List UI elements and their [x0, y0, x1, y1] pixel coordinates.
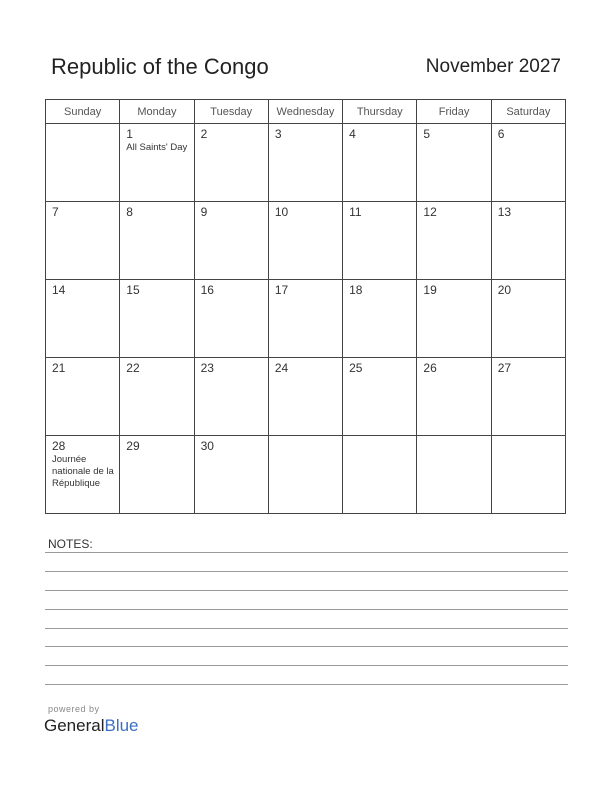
- day-number: 9: [200, 205, 208, 219]
- calendar-day-cell: [417, 358, 491, 436]
- calendar-week-row: [46, 358, 566, 436]
- calendar-day-cell: [194, 436, 268, 514]
- calendar-day-cell: [268, 124, 342, 202]
- day-number: 24: [274, 361, 289, 375]
- calendar-week-row: [46, 280, 566, 358]
- day-number: 25: [349, 361, 363, 375]
- calendar-day-cell: [194, 280, 268, 358]
- calendar-day-cell: [194, 358, 268, 436]
- note-line: [45, 684, 568, 685]
- day-number: 19: [423, 283, 437, 297]
- calendar-day-cell: [343, 124, 417, 202]
- calendar-day-cell: [46, 280, 120, 358]
- day-number: 3: [274, 127, 282, 141]
- calendar-country-title: Republic of the Congo: [51, 54, 269, 79]
- day-number: 1: [126, 127, 133, 141]
- note-line: [45, 552, 568, 553]
- calendar-day-cell: [417, 124, 491, 202]
- note-line: [45, 609, 568, 610]
- day-number: 23: [200, 361, 214, 375]
- calendar-day-cell: [194, 202, 268, 280]
- calendar-day-cell: [343, 202, 417, 280]
- weekday-header-friday: Friday: [417, 100, 491, 124]
- day-number: 29: [126, 439, 140, 453]
- calendar-day-cell: [46, 202, 120, 280]
- day-number: 2: [200, 127, 208, 141]
- logo-blue-text: Blue: [104, 716, 139, 735]
- calendar-day-cell: [491, 358, 565, 436]
- calendar-week-row: [46, 202, 566, 280]
- weekday-header-saturday: Saturday: [491, 100, 565, 124]
- weekday-header-sunday: Sunday: [46, 100, 120, 124]
- logo-general-text: General: [44, 716, 105, 735]
- calendar-day-cell: [120, 124, 194, 202]
- notes-label: NOTES:: [48, 537, 93, 551]
- calendar-day-cell: [120, 202, 194, 280]
- day-number: 8: [126, 205, 133, 219]
- day-number: 16: [200, 283, 214, 297]
- calendar-day-cell: [268, 436, 342, 514]
- calendar-day-cell: [120, 358, 194, 436]
- weekday-header-tuesday: Tuesday: [194, 100, 268, 124]
- day-number: 30: [200, 439, 214, 453]
- calendar-day-cell: [491, 280, 565, 358]
- note-line: [45, 628, 568, 629]
- calendar-day-cell: [491, 124, 565, 202]
- day-number: 26: [423, 361, 437, 375]
- calendar-week-row: [46, 124, 566, 202]
- day-number: 11: [349, 205, 362, 219]
- day-number: 17: [274, 283, 289, 297]
- calendar-day-cell: [343, 358, 417, 436]
- calendar-day-cell: [46, 124, 120, 202]
- calendar-day-cell: [417, 436, 491, 514]
- day-number: 4: [349, 127, 356, 141]
- day-number: 10: [274, 205, 289, 219]
- calendar-day-cell: [268, 358, 342, 436]
- weekday-header-monday: Monday: [120, 100, 194, 124]
- powered-by-text: powered by: [48, 704, 100, 714]
- calendar-weeks: [46, 124, 566, 514]
- weekday-header-wednesday: Wednesday: [268, 100, 342, 124]
- day-number: 27: [497, 361, 512, 375]
- month-calendar-grid: [45, 99, 566, 514]
- calendar-day-cell: [343, 436, 417, 514]
- day-number: 21: [52, 361, 66, 375]
- calendar-day-cell: [268, 280, 342, 358]
- calendar-day-cell: [491, 436, 565, 514]
- day-number: 22: [126, 361, 140, 375]
- day-number: 7: [52, 205, 59, 219]
- note-line: [45, 590, 568, 591]
- calendar-day-cell: [343, 280, 417, 358]
- note-line: [45, 646, 568, 647]
- day-number: 28: [52, 439, 66, 453]
- holiday-label: All Saints' Day: [126, 142, 188, 153]
- note-line: [45, 665, 568, 666]
- day-number: 6: [497, 127, 505, 141]
- calendar-day-cell: [417, 202, 491, 280]
- calendar-day-cell: [46, 358, 120, 436]
- note-line: [45, 571, 568, 572]
- day-number: 5: [423, 127, 431, 141]
- calendar-day-cell: [120, 280, 194, 358]
- weekday-header-row: [46, 100, 566, 124]
- calendar-day-cell: [268, 202, 342, 280]
- calendar-month-title: November 2027: [425, 56, 561, 77]
- calendar-day-cell: [194, 124, 268, 202]
- calendar-day-cell: [120, 436, 194, 514]
- calendar-day-cell: [491, 202, 565, 280]
- holiday-label: Journée nationale de la République: [52, 454, 114, 489]
- calendar-day-cell: [46, 436, 120, 514]
- generalblue-logo[interactable]: [44, 716, 139, 736]
- day-number: 20: [497, 283, 512, 297]
- calendar-day-cell: [417, 280, 491, 358]
- day-number: 18: [349, 283, 363, 297]
- calendar-week-row: [46, 436, 566, 514]
- day-number: 12: [423, 205, 437, 219]
- day-number: 15: [126, 283, 140, 297]
- day-number: 13: [497, 205, 512, 219]
- weekday-header-thursday: Thursday: [343, 100, 417, 124]
- day-number: 14: [52, 283, 66, 297]
